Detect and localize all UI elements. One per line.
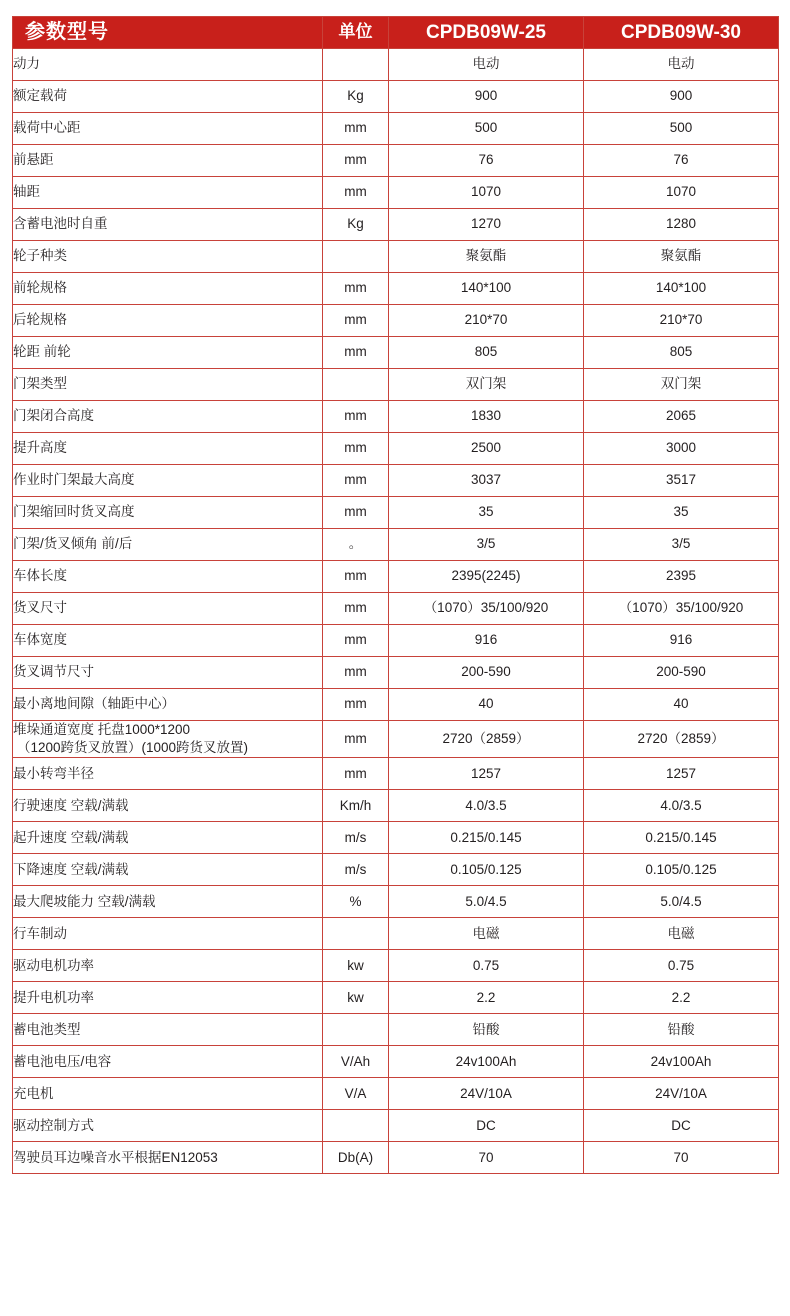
row-value-model-1: 40 (389, 689, 584, 721)
row-unit: mm (323, 625, 389, 657)
row-value-model-1: 76 (389, 145, 584, 177)
row-value-model-2: 2065 (584, 401, 779, 433)
row-unit: mm (323, 433, 389, 465)
row-unit: mm (323, 689, 389, 721)
row-unit: kw (323, 950, 389, 982)
row-parameter: 驾驶员耳边噪音水平根据EN12053 (13, 1142, 323, 1174)
row-value-model-1: 210*70 (389, 305, 584, 337)
row-parameter: 作业时门架最大高度 (13, 465, 323, 497)
row-unit: mm (323, 113, 389, 145)
table-row (13, 145, 779, 177)
table-row (13, 1110, 779, 1142)
row-parameter: 后轮规格 (13, 305, 323, 337)
row-value-model-1: 140*100 (389, 273, 584, 305)
table-row (13, 1078, 779, 1110)
row-parameter: 堆垛通道宽度 托盘1000*1200 （1200跨货叉放置）(1000跨货叉放置) (13, 721, 323, 758)
row-value-model-2: 聚氨酯 (584, 241, 779, 273)
row-parameter: 车体长度 (13, 561, 323, 593)
row-value-model-2: 5.0/4.5 (584, 886, 779, 918)
table-row (13, 561, 779, 593)
row-unit: mm (323, 145, 389, 177)
row-value-model-2: DC (584, 1110, 779, 1142)
table-row (13, 790, 779, 822)
row-value-model-2: （1070）35/100/920 (584, 593, 779, 625)
row-value-model-1: 5.0/4.5 (389, 886, 584, 918)
row-value-model-2: 140*100 (584, 273, 779, 305)
row-parameter: 蓄电池电压/电容 (13, 1046, 323, 1078)
row-parameter: 车体宽度 (13, 625, 323, 657)
row-value-model-1: 2395(2245) (389, 561, 584, 593)
row-value-model-2: 0.215/0.145 (584, 822, 779, 854)
row-unit (323, 241, 389, 273)
row-value-model-2: 805 (584, 337, 779, 369)
table-row (13, 689, 779, 721)
table-row (13, 1046, 779, 1078)
row-parameter: 载荷中心距 (13, 113, 323, 145)
row-unit: m/s (323, 822, 389, 854)
row-parameter: 蓄电池类型 (13, 1014, 323, 1046)
row-unit: Km/h (323, 790, 389, 822)
row-value-model-1: 电磁 (389, 918, 584, 950)
row-value-model-2: 210*70 (584, 305, 779, 337)
row-parameter: 下降速度 空载/满载 (13, 854, 323, 886)
table-row (13, 113, 779, 145)
row-parameter: 最大爬坡能力 空载/满载 (13, 886, 323, 918)
row-unit: m/s (323, 854, 389, 886)
row-unit: Kg (323, 209, 389, 241)
row-value-model-1: 916 (389, 625, 584, 657)
row-value-model-1: 2.2 (389, 982, 584, 1014)
row-parameter: 充电机 (13, 1078, 323, 1110)
row-parameter: 提升电机功率 (13, 982, 323, 1014)
row-value-model-2: 0.105/0.125 (584, 854, 779, 886)
row-value-model-1: 电动 (389, 49, 584, 81)
row-unit: mm (323, 337, 389, 369)
row-unit (323, 369, 389, 401)
row-unit: mm (323, 721, 389, 758)
table-row (13, 886, 779, 918)
row-value-model-1: 1070 (389, 177, 584, 209)
table-row (13, 758, 779, 790)
row-parameter: 货叉尺寸 (13, 593, 323, 625)
row-value-model-1: （1070）35/100/920 (389, 593, 584, 625)
row-value-model-2: 1257 (584, 758, 779, 790)
header-model-2: CPDB09W-30 (584, 17, 779, 49)
table-row (13, 465, 779, 497)
row-unit: mm (323, 177, 389, 209)
header-unit: 单位 (323, 17, 389, 49)
row-value-model-2: 3517 (584, 465, 779, 497)
row-parameter: 起升速度 空载/满载 (13, 822, 323, 854)
row-parameter: 含蓄电池时自重 (13, 209, 323, 241)
table-row (13, 369, 779, 401)
row-value-model-2: 76 (584, 145, 779, 177)
table-row (13, 822, 779, 854)
row-parameter: 最小离地间隙（轴距中心） (13, 689, 323, 721)
row-unit (323, 1014, 389, 1046)
row-value-model-2: 3/5 (584, 529, 779, 561)
row-value-model-1: 0.215/0.145 (389, 822, 584, 854)
row-value-model-2: 铅酸 (584, 1014, 779, 1046)
row-parameter: 门架类型 (13, 369, 323, 401)
row-value-model-1: 1830 (389, 401, 584, 433)
row-unit: Db(A) (323, 1142, 389, 1174)
table-row (13, 950, 779, 982)
row-value-model-1: 70 (389, 1142, 584, 1174)
row-value-model-2: 40 (584, 689, 779, 721)
table-row (13, 854, 779, 886)
table-row (13, 918, 779, 950)
row-value-model-2: 1070 (584, 177, 779, 209)
row-value-model-1: 3/5 (389, 529, 584, 561)
row-unit: mm (323, 561, 389, 593)
row-parameter-second-line: （1200跨货叉放置）(1000跨货叉放置) (17, 740, 249, 756)
row-value-model-2: 4.0/3.5 (584, 790, 779, 822)
table-row (13, 305, 779, 337)
row-unit: mm (323, 593, 389, 625)
table-row (13, 657, 779, 689)
row-value-model-2: 电磁 (584, 918, 779, 950)
table-row (13, 593, 779, 625)
table-header (13, 17, 779, 49)
row-unit: mm (323, 758, 389, 790)
table-row (13, 209, 779, 241)
row-parameter: 行车制动 (13, 918, 323, 950)
header-row (13, 17, 779, 49)
row-value-model-2: 24v100Ah (584, 1046, 779, 1078)
row-value-model-2: 2.2 (584, 982, 779, 1014)
row-unit: mm (323, 465, 389, 497)
table-row (13, 497, 779, 529)
row-value-model-1: 2500 (389, 433, 584, 465)
row-unit (323, 918, 389, 950)
row-value-model-1: 24v100Ah (389, 1046, 584, 1078)
table-row (13, 529, 779, 561)
row-value-model-2: 35 (584, 497, 779, 529)
row-value-model-1: 1270 (389, 209, 584, 241)
row-value-model-1: 900 (389, 81, 584, 113)
row-parameter: 提升高度 (13, 433, 323, 465)
table-row (13, 81, 779, 113)
row-value-model-1: 1257 (389, 758, 584, 790)
table-row (13, 49, 779, 81)
table-row (13, 337, 779, 369)
row-unit (323, 49, 389, 81)
row-value-model-2: 0.75 (584, 950, 779, 982)
row-value-model-1: 3037 (389, 465, 584, 497)
row-unit (323, 1110, 389, 1142)
specification-table (12, 16, 779, 1174)
table-row (13, 273, 779, 305)
row-value-model-2: 200-590 (584, 657, 779, 689)
row-parameter: 门架/货叉倾角 前/后 (13, 529, 323, 561)
row-value-model-1: 24V/10A (389, 1078, 584, 1110)
row-value-model-1: DC (389, 1110, 584, 1142)
row-unit: V/A (323, 1078, 389, 1110)
row-parameter: 轮距 前轮 (13, 337, 323, 369)
row-parameter: 轮子种类 (13, 241, 323, 273)
row-value-model-1: 2720（2859） (389, 721, 584, 758)
row-value-model-2: 2720（2859） (584, 721, 779, 758)
table-row (13, 625, 779, 657)
row-unit: mm (323, 657, 389, 689)
row-value-model-2: 916 (584, 625, 779, 657)
row-parameter: 驱动控制方式 (13, 1110, 323, 1142)
row-unit: % (323, 886, 389, 918)
table-row (13, 241, 779, 273)
row-value-model-1: 铅酸 (389, 1014, 584, 1046)
row-parameter: 前悬距 (13, 145, 323, 177)
row-value-model-1: 200-590 (389, 657, 584, 689)
row-value-model-1: 500 (389, 113, 584, 145)
row-unit: mm (323, 401, 389, 433)
row-parameter: 轴距 (13, 177, 323, 209)
row-unit: 。 (323, 529, 389, 561)
header-model-1: CPDB09W-25 (389, 17, 584, 49)
table-row (13, 721, 779, 758)
row-value-model-2: 电动 (584, 49, 779, 81)
row-unit: mm (323, 497, 389, 529)
table-row (13, 433, 779, 465)
row-unit: V/Ah (323, 1046, 389, 1078)
row-value-model-2: 900 (584, 81, 779, 113)
row-value-model-1: 4.0/3.5 (389, 790, 584, 822)
row-value-model-1: 805 (389, 337, 584, 369)
row-value-model-2: 2395 (584, 561, 779, 593)
row-parameter: 行驶速度 空载/满载 (13, 790, 323, 822)
row-parameter: 前轮规格 (13, 273, 323, 305)
row-value-model-2: 双门架 (584, 369, 779, 401)
row-unit: Kg (323, 81, 389, 113)
table-row (13, 1142, 779, 1174)
row-parameter: 货叉调节尺寸 (13, 657, 323, 689)
row-value-model-2: 70 (584, 1142, 779, 1174)
row-value-model-2: 24V/10A (584, 1078, 779, 1110)
table-row (13, 401, 779, 433)
row-unit: kw (323, 982, 389, 1014)
row-value-model-1: 35 (389, 497, 584, 529)
row-parameter: 门架闭合高度 (13, 401, 323, 433)
row-value-model-1: 聚氨酯 (389, 241, 584, 273)
table-row (13, 982, 779, 1014)
row-value-model-2: 500 (584, 113, 779, 145)
header-parameter: 参数型号 (13, 17, 323, 49)
table-row (13, 177, 779, 209)
row-parameter: 最小转弯半径 (13, 758, 323, 790)
table-body (13, 49, 779, 1174)
row-unit: mm (323, 305, 389, 337)
row-value-model-1: 0.105/0.125 (389, 854, 584, 886)
row-value-model-1: 双门架 (389, 369, 584, 401)
row-parameter: 门架缩回时货叉高度 (13, 497, 323, 529)
row-parameter: 额定载荷 (13, 81, 323, 113)
row-unit: mm (323, 273, 389, 305)
row-value-model-2: 3000 (584, 433, 779, 465)
row-parameter: 驱动电机功率 (13, 950, 323, 982)
row-value-model-1: 0.75 (389, 950, 584, 982)
row-parameter: 动力 (13, 49, 323, 81)
row-value-model-2: 1280 (584, 209, 779, 241)
table-row (13, 1014, 779, 1046)
